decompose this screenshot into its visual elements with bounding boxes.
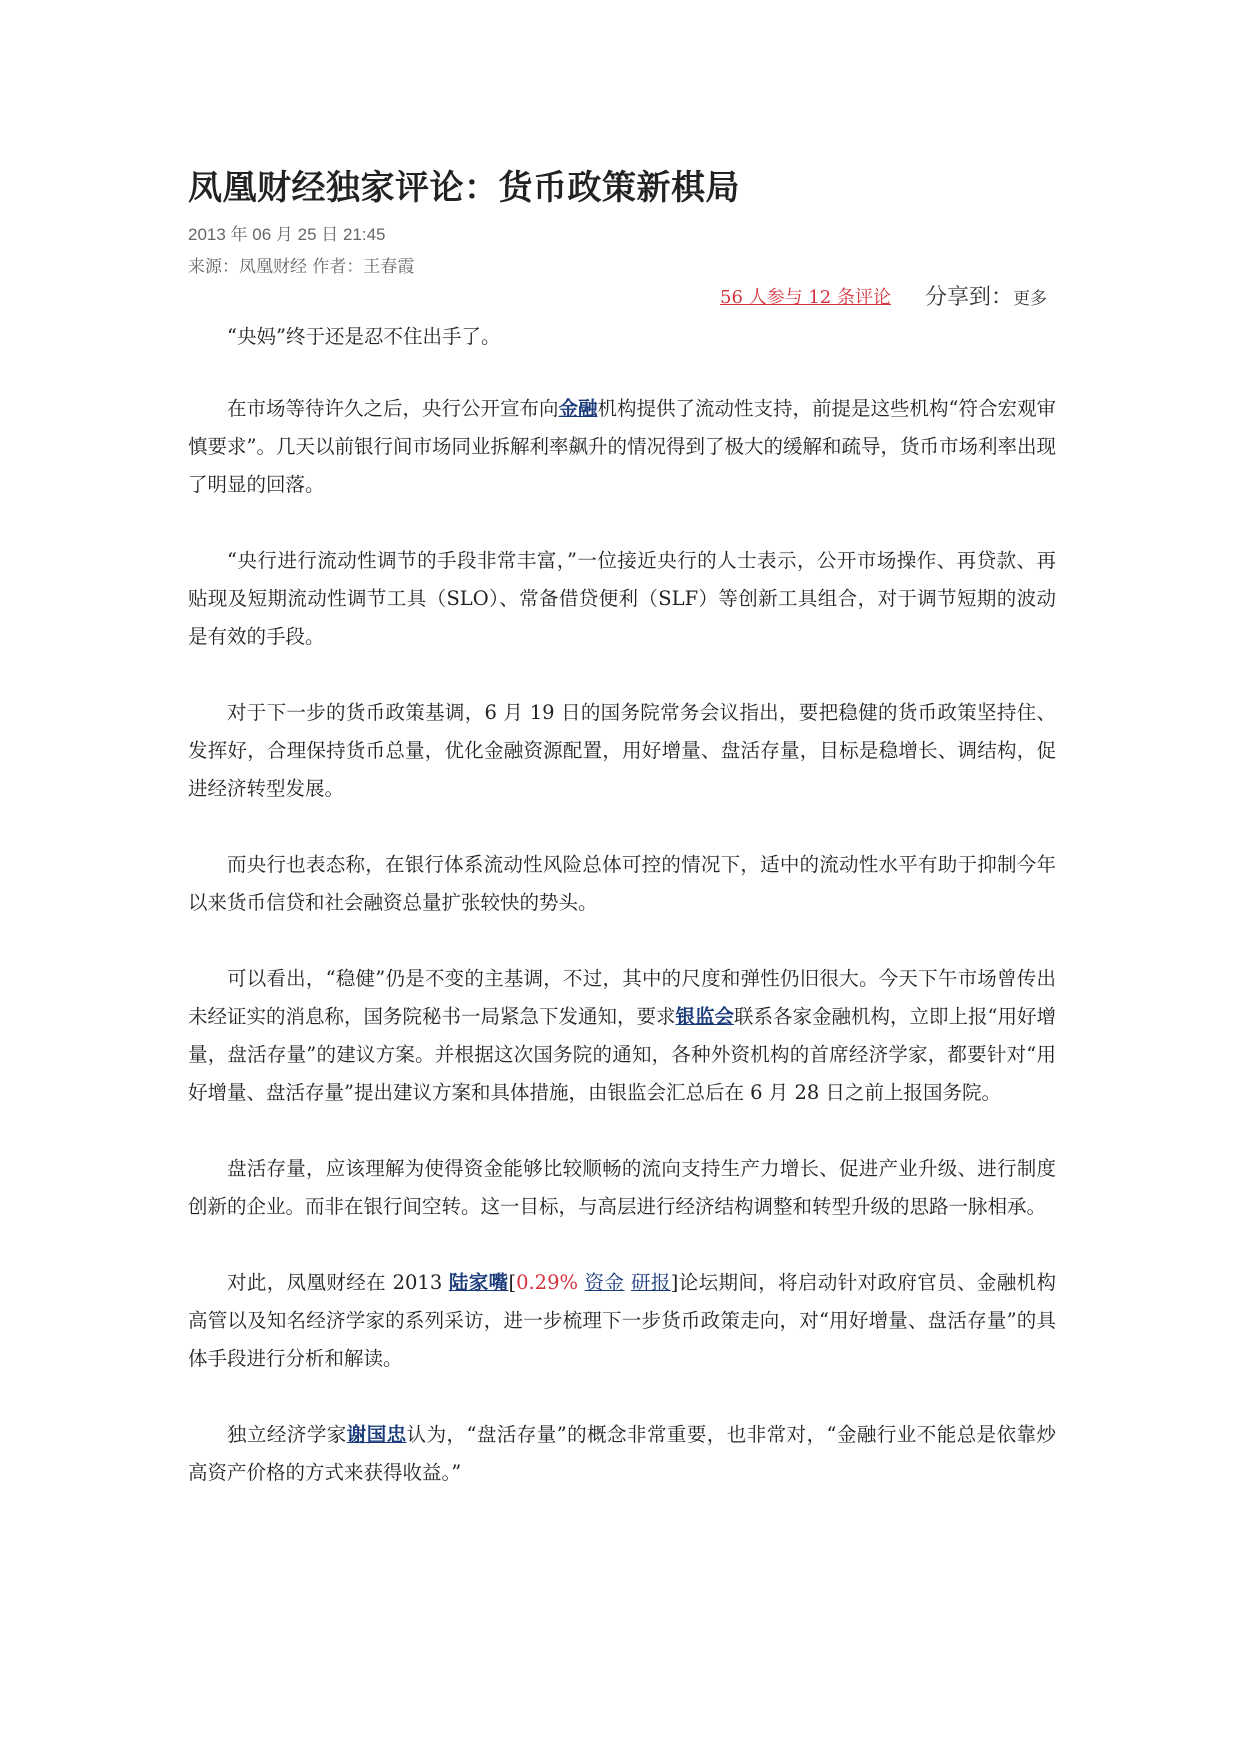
share-label: 分享到： [925, 285, 1014, 310]
keyword-link-cbrc[interactable]: 银监会 [675, 1005, 735, 1028]
paragraph: 独立经济学家谢国忠认为，“盘活存量”的概念非常重要，也非常对，“金融行业不能总是依靠炒高资产价格的方式来获得收益。” [188, 1423, 1056, 1484]
paragraph: 对此，凤凰财经在 2013 陆家嘴[0.29% 资金 研报]论坛期间，将启动针对政府官员、金融机构高管以及知名经济学家的系列采访，进一步梳理下一步货币政策走向，对“用好增量、盘活存量”的具体手段进行分析和解读。 [188, 1271, 1056, 1370]
paragraph: 对于下一步的货币政策基调，6 月 19 日的国务院常务会议指出，要把稳健的货币政策坚持住、发挥好，合理保持货币总量，优化金融资源配置，用好增量、盘活存量，目标是稳增长、调结构，促进经济转型发展。 [188, 701, 1056, 800]
comments-link[interactable]: 56 人参与 12 条评论 [720, 287, 891, 308]
paragraph: 可以看出，“稳健”仍是不变的主基调，不过，其中的尺度和弹性仍旧很大。今天下午市场曾传出未经证实的消息称，国务院秘书一局紧急下发通知，要求银监会联系各家金融机构，立即上报“用好增量，盘活存量”的建议方案。并根据这次国务院的通知，各种外资机构的首席经济学家，都要针对“用好增量、盘活存量”提出建议方案和具体措施，由银监会汇总后在 6 月 28 日之前上报国务院。 [188, 967, 1057, 1104]
article-body [188, 318, 1056, 1530]
paragraph: “央行进行流动性调节的手段非常丰富，”一位接近央行的人士表示，公开市场操作、再贷款、再贴现及短期流动性调节工具（SLO）、常备借贷便利（SLF）等创新工具组合，对于调节短期的波动是有效的手段。 [188, 549, 1056, 648]
share-bar [925, 280, 1047, 311]
paragraph: 盘活存量，应该理解为使得资金能够比较顺畅的流向支持生产力增长、促进产业升级、进行制度创新的企业。而非在银行间空转。这一目标，与高层进行经济结构调整和转型升级的思路一脉相承。 [188, 1157, 1056, 1218]
stock-link-lujiazui[interactable]: 陆家嘴 [448, 1271, 509, 1294]
paragraph: “央妈”终于还是忍不住出手了。 [227, 325, 501, 348]
funds-link[interactable]: 资金 [584, 1271, 625, 1294]
research-link[interactable]: 研报 [630, 1271, 671, 1294]
article-date: 2013 年 06 月 25 日 21:45 [188, 225, 386, 244]
article-source: 来源：凤凰财经 作者：王春霞 [188, 257, 415, 277]
keyword-link-finance[interactable]: 金融 [558, 397, 598, 420]
paragraph: 在市场等待许久之后，央行公开宣布向金融机构提供了流动性支持，前提是这些机构“符合宏观审慎要求”。几天以前银行间市场同业拆解利率飙升的情况得到了极大的缓解和疏导，货币市场利率出现了明显的回落。 [188, 397, 1057, 496]
article-title: 凤凰财经独家评论：货币政策新棋局 [188, 168, 740, 208]
share-more-link[interactable]: 更多 [1013, 289, 1048, 309]
stock-change: 0.29% [516, 1271, 579, 1294]
paragraph: 而央行也表态称，在银行体系流动性风险总体可控的情况下，适中的流动性水平有助于抑制今年以来货币信贷和社会融资总量扩张较快的势头。 [188, 853, 1056, 914]
keyword-link-xie-guozhong[interactable]: 谢国忠 [346, 1423, 407, 1446]
